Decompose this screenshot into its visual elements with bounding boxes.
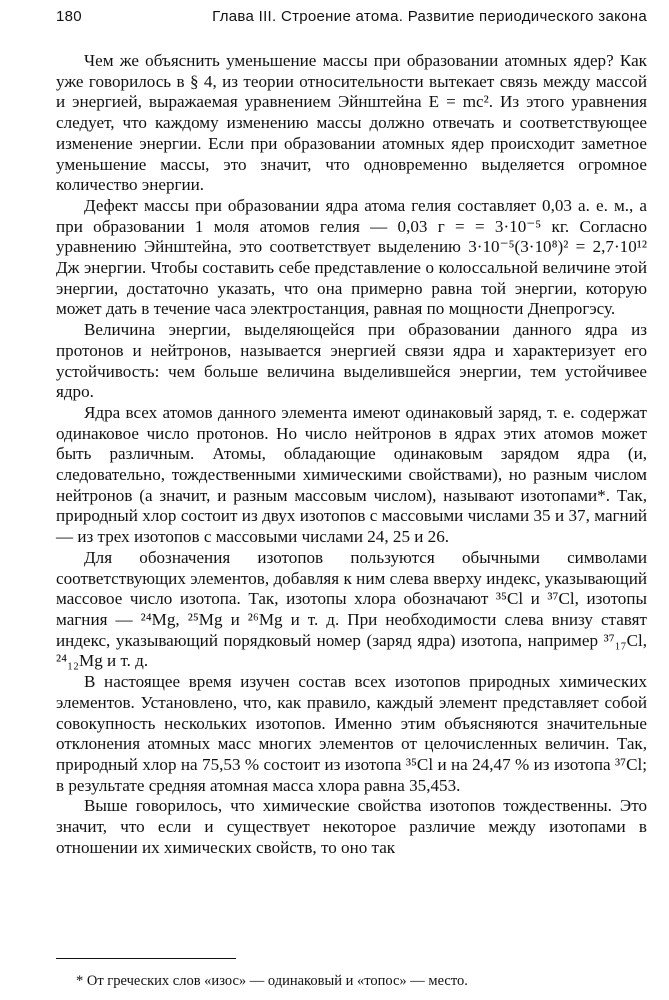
footnote: * От греческих слов «изос» — одинаковый и «топос» — место.: [76, 973, 468, 989]
footnote-divider: [56, 958, 236, 959]
paragraph-chemical-properties: Выше говорилось, что химические свойства изотопов тождественны. Это значит, что если и существует некоторое различие между изотопами в отношении их химических свойств, то оно так: [56, 796, 647, 857]
paragraph-helium-mass-defect: Дефект массы при образовании ядра атома гелия составляет 0,03 а. е. м., а при образовании 1 моля атомов гелия — 0,03 г = = 3·10⁻⁵ кг. Согласно уравнению Эйнштейна, это соответствует выделению 3·10⁻⁵(3·10⁸)² = 2,7·10¹² Дж энергии. Чтобы составить себе представление о колоссальной величине этой энергии, достаточно указать, что она примерно равна той энергии, которую может дать в течение часа электростанция, равная по мощности Днепрогэсу.: [56, 195, 647, 319]
paragraph-isotopes-definition: Ядра всех атомов данного элемента имеют одинаковый заряд, т. е. содержат одинаковое число протонов. Но число нейтронов в ядрах этих атомов может быть различным. Атомы, обладающие одинаковым зарядом ядра (и, следовательно, тождественными химическими свойствами), но разным числом нейтронов (а значит, и разным массовым числом), называют изотопами*. Так, природный хлор состоит из двух изотопов с массовыми числами 35 и 37, магний — из трех изотопов с массовыми числами 24, 25 и 26.: [56, 402, 647, 547]
running-head: Глава III. Строение атома. Развитие периодического закона: [212, 8, 647, 25]
paragraph-binding-energy: Величина энергии, выделяющейся при образовании данного ядра из протонов и нейтронов, называется энергией связи ядра и характеризует его устойчивость: чем больше величина выделившейся энергии, тем устойчивее ядро.: [56, 320, 647, 402]
paragraph-isotope-composition: В настоящее время изучен состав всех изотопов природных химических элементов. Установлено, что, как правило, каждый элемент представляет собой совокупность нескольких изотопов. Именно этим объясняются значительные отклонения атомных масс многих элементов от целочисленных величин. Так, природный хлор на 75,53 % состоит из изотопа ³⁵Cl и на 24,47 % из изотопа ³⁷Cl; в результате средняя атомная масса хлора равна 35,453.: [56, 672, 647, 795]
page-number: 180: [56, 8, 82, 25]
paragraph-isotope-notation: Для обозначения изотопов пользуются обычными символами соответствующих элементов, добавляя к ним слева вверху индекс, указывающий массовое число изотопа. Так, изотопы хлора обозначают ³⁵Cl и ³⁷Cl, изотопы магния — ²⁴Mg, ²⁵Mg и ²⁶Mg и т. д. При необходимости слева внизу ставят индекс, указывающий порядковый номер (заряд ядра) изотопа, например ³⁷₁₇Cl, ²⁴₁₂Mg и т. д.: [56, 547, 647, 671]
paragraph-mass-energy: Чем же объяснить уменьшение массы при образовании атомных ядер? Как уже говорилось в § 4, из теории относительности вытекает связь между массой и энергией, выражаемая уравнением Эйнштейна E = mc². Из этого уравнения следует, что каждому изменению массы должно отвечать и соответствующее изменение энергии. Если при образовании атомных ядер происходит заметное уменьшение массы, это значит, что одновременно выделяется огромное количество энергии.: [56, 51, 647, 195]
page-header: [56, 8, 647, 25]
